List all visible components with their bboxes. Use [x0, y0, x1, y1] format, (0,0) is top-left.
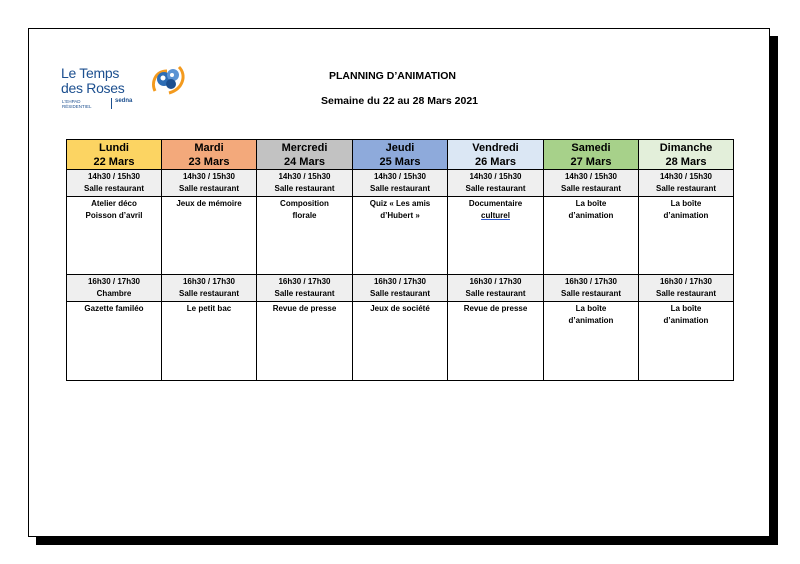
slot-place: Salle restaurant — [178, 289, 240, 298]
slot-time: 16h30 / 17h30 — [659, 277, 713, 286]
slot-cell — [448, 275, 544, 302]
day-header-samedi — [544, 140, 639, 170]
slot-cell — [67, 170, 162, 197]
page-subtitle: Semaine du 22 au 28 Mars 2021 — [321, 95, 479, 107]
day-header-vendredi — [448, 140, 544, 170]
rose-emblem-icon — [149, 63, 187, 97]
activity-cell — [353, 197, 448, 275]
activity-cell — [353, 302, 448, 381]
slot-cell — [162, 170, 257, 197]
day-name: Samedi — [571, 142, 611, 154]
day-name: Mardi — [194, 142, 224, 154]
activity-line: d’animation — [568, 316, 614, 325]
slot-place: Salle restaurant — [465, 289, 526, 298]
logo — [61, 65, 191, 135]
day-header-row — [67, 140, 734, 170]
activity-line: d’Hubert » — [380, 211, 420, 220]
activity-cell — [67, 302, 162, 381]
day-header-lundi — [67, 140, 162, 170]
slot-row-afternoon-2 — [67, 275, 734, 302]
activity-line: Poisson d’avril — [85, 211, 143, 220]
activity-line: Revue de presse — [272, 304, 337, 313]
slot-time: 14h30 / 15h30 — [659, 172, 713, 181]
day-name: Dimanche — [659, 142, 713, 154]
activity-line: La boîte — [575, 199, 607, 208]
slot-cell — [639, 275, 734, 302]
day-header-jeudi — [353, 140, 448, 170]
activity-cell — [544, 197, 639, 275]
activity-line: Le petit bac — [186, 304, 232, 313]
slot-cell — [448, 170, 544, 197]
slot-place: Salle restaurant — [178, 184, 240, 193]
day-date: 28 Mars — [665, 156, 707, 168]
planning-table — [66, 139, 734, 381]
activity-line: Documentaire — [468, 199, 523, 208]
day-date: 24 Mars — [284, 156, 325, 168]
slot-time: 16h30 / 17h30 — [469, 277, 522, 286]
activity-line: Jeux de société — [370, 304, 430, 313]
activity-cell — [257, 197, 353, 275]
slot-place: Salle restaurant — [560, 289, 622, 298]
slot-place: Salle restaurant — [274, 289, 335, 298]
slot-cell — [67, 275, 162, 302]
slot-cell — [257, 275, 353, 302]
day-date: 22 Mars — [93, 156, 135, 168]
slot-cell — [544, 170, 639, 197]
slot-place: Salle restaurant — [655, 184, 717, 193]
slot-time: 14h30 / 15h30 — [182, 172, 236, 181]
slot-time: 16h30 / 17h30 — [373, 277, 427, 286]
activity-cell — [544, 302, 639, 381]
activity-line: Quiz « Les amis — [369, 199, 431, 208]
day-name: Mercredi — [281, 142, 328, 154]
logo-subtitle: L'EHPAD RÉSIDENTIEL — [62, 99, 92, 109]
activity-line: Composition — [280, 199, 329, 208]
day-name: Vendredi — [472, 142, 519, 154]
slot-time: 14h30 / 15h30 — [87, 172, 141, 181]
activity-line: Atelier déco — [91, 199, 137, 208]
day-name: Lundi — [99, 142, 129, 154]
logo-separator — [111, 98, 112, 109]
activity-line: florale — [292, 211, 317, 220]
activity-line: Jeux de mémoire — [176, 199, 242, 208]
activity-cell — [162, 197, 257, 275]
slot-cell — [162, 275, 257, 302]
activity-row-1 — [67, 197, 734, 275]
slot-time: 16h30 / 17h30 — [564, 277, 618, 286]
day-date: 23 Mars — [188, 156, 230, 168]
activity-line: La boîte — [670, 304, 702, 313]
slot-place: Salle restaurant — [274, 184, 335, 193]
page-title: PLANNING D’ANIMATION — [329, 70, 456, 82]
activity-row-2 — [67, 302, 734, 381]
activity-cell — [448, 197, 544, 275]
day-name: Jeudi — [385, 142, 415, 154]
activity-cell — [639, 197, 734, 275]
slot-cell — [257, 170, 353, 197]
slot-place: Salle restaurant — [83, 184, 145, 193]
activity-line: Revue de presse — [463, 304, 528, 313]
day-header-mercredi — [257, 140, 353, 170]
slot-time: 16h30 / 17h30 — [278, 277, 331, 286]
slot-time: 14h30 / 15h30 — [469, 172, 522, 181]
activity-line: La boîte — [575, 304, 607, 313]
activity-line: d’animation — [568, 211, 614, 220]
activity-cell — [257, 302, 353, 381]
slot-time: 16h30 / 17h30 — [182, 277, 236, 286]
slot-cell — [544, 275, 639, 302]
activity-line: d’animation — [663, 211, 709, 220]
slot-place: Salle restaurant — [369, 289, 431, 298]
day-date: 27 Mars — [570, 156, 612, 168]
activity-cell — [162, 302, 257, 381]
day-date: 26 Mars — [475, 156, 516, 168]
slot-place: Salle restaurant — [465, 184, 526, 193]
activity-cell — [67, 197, 162, 275]
slot-cell — [353, 170, 448, 197]
activity-line: Gazette familéo — [84, 304, 144, 313]
slot-place: Salle restaurant — [655, 289, 717, 298]
document-page — [28, 28, 770, 537]
logo-line-2: des Roses — [61, 80, 125, 96]
slot-place: Chambre — [96, 289, 132, 298]
slot-time: 14h30 / 15h30 — [373, 172, 427, 181]
slot-cell — [353, 275, 448, 302]
slot-time: 16h30 / 17h30 — [87, 277, 141, 286]
logo-brand: sedna — [115, 98, 133, 104]
activity-line: d’animation — [663, 316, 709, 325]
day-header-mardi — [162, 140, 257, 170]
activity-line: La boîte — [670, 199, 702, 208]
logo-line-1: Le Temps — [61, 65, 120, 81]
day-date: 25 Mars — [379, 156, 421, 168]
activity-line-underlined: culturel — [481, 211, 510, 220]
slot-place: Salle restaurant — [560, 184, 622, 193]
activity-cell — [639, 302, 734, 381]
slot-place: Salle restaurant — [369, 184, 431, 193]
activity-line — [450, 210, 541, 222]
slot-row-afternoon-1 — [67, 170, 734, 197]
slot-time: 14h30 / 15h30 — [564, 172, 618, 181]
slot-cell — [639, 170, 734, 197]
activity-cell — [448, 302, 544, 381]
slot-time: 14h30 / 15h30 — [278, 172, 331, 181]
day-header-dimanche — [639, 140, 734, 170]
